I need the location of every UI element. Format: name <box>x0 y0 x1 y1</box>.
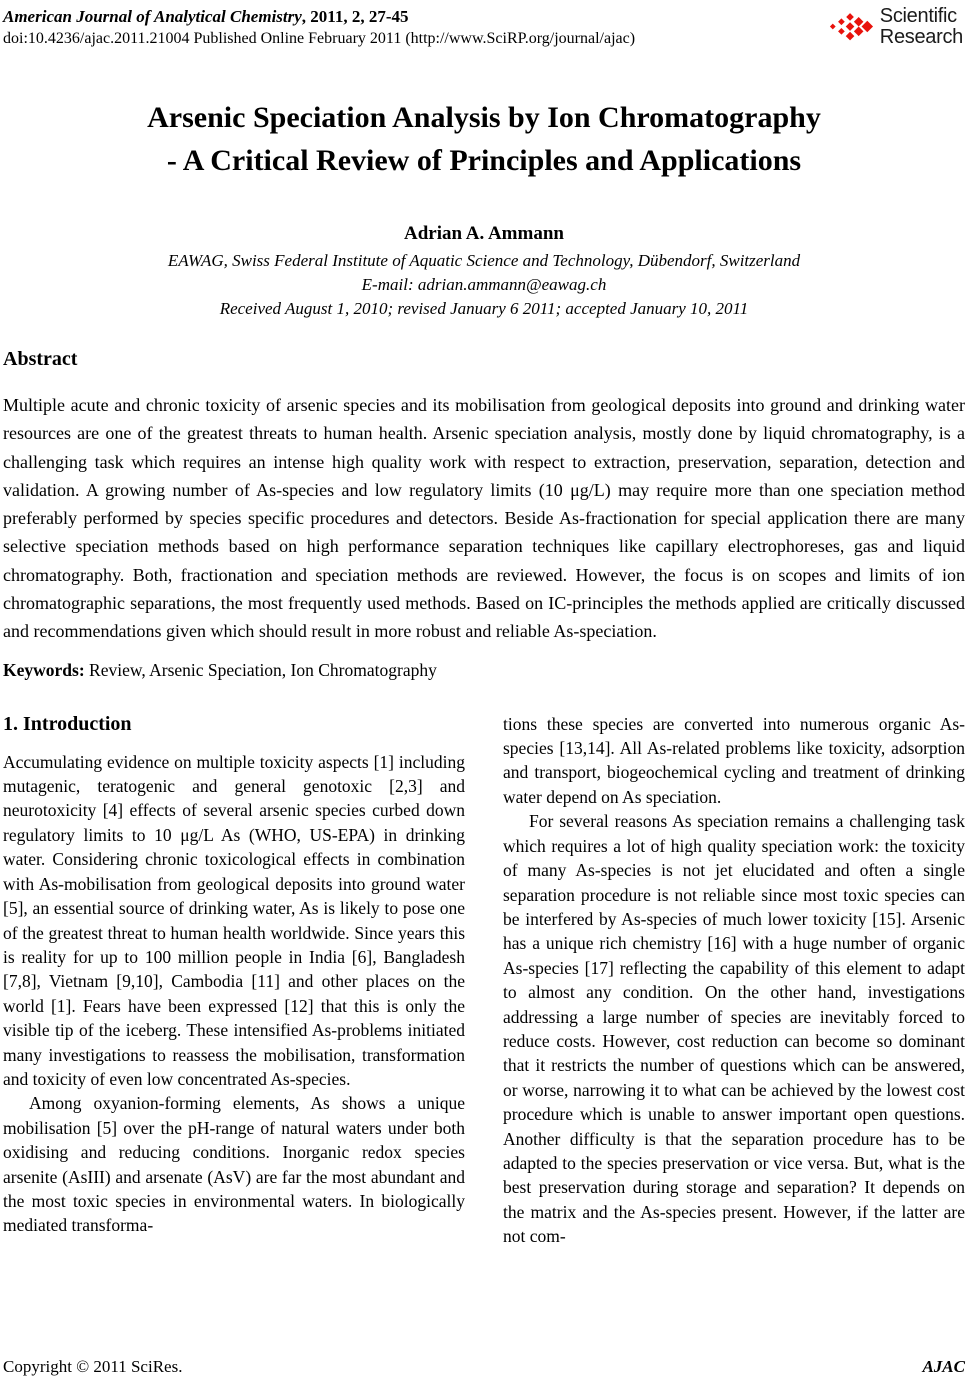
paper-title-line2: - A Critical Review of Principles and Applications <box>166 144 802 177</box>
scirp-diamonds-icon <box>828 11 874 43</box>
journal-issue-pages: , 2011, 2, 27-45 <box>301 7 409 26</box>
abstract-heading: Abstract <box>3 348 78 370</box>
section-heading-introduction: 1. Introduction <box>3 712 132 735</box>
intro-paragraph-2: Among oxyanion-forming elements, As shows a unique mobilisation [5] over the pH-range of natural waters under both oxidising and reducing conditions. Inorganic redox species arsenite (AsIII) and arsenate (AsV) are far the most abundant and the most toxic species in environmental waters. In biologically mediated transforma- <box>3 1093 465 1236</box>
journal-citation-line <box>3 6 965 28</box>
logo-text <box>880 6 963 48</box>
left-column <box>3 712 465 1249</box>
keywords-line <box>3 658 965 682</box>
author-details <box>3 249 965 321</box>
author-email: E-mail: adrian.ammann@eawag.ch <box>361 275 607 294</box>
paper-title <box>3 96 965 182</box>
footer-copyright: Copyright © 2011 SciRes. <box>3 1357 183 1376</box>
journal-name: American Journal of Analytical Chemistry <box>3 7 302 26</box>
intro-paragraph-1: Accumulating evidence on multiple toxicity aspects [1] including mutagenic, teratogenic and general genotoxic [2,3] and neurotoxicity [4] effects of several arsenic species curbed down regulatory limits to 10 μg/L As (WHO, US-EPA) in drinking water. Considering chronic toxicological effects in combination with As-mobilisation from geological deposits into ground water [5], an essential source of drinking water, As is likely to pose one of the greatest threat to human health worldwide. Since years this is reality for up to 100 million people in India [6], Bangladesh [7,8], Vietnam [9,10], Cambodia [11] and other places on the world [1]. Fears have been expressed [12] that this is only the visible tip of the iceberg. These intensified As-problems initiated many investigations to reassess the mobilisation, transformation and toxicity of even low concentrated As-species. <box>3 751 465 1089</box>
footer-journal-abbrev: AJAC <box>922 1357 965 1376</box>
intro-paragraph-3: tions these species are converted into numerous organic As-species [13,14]. All As-related problems like toxicity, adsorption and transport, biogeochemical cycling and treatment of drinking water depend on As speciation. <box>503 713 965 807</box>
page-header <box>3 6 965 50</box>
author-name: Adrian A. Ammann <box>404 223 564 244</box>
author-affiliation: EAWAG, Swiss Federal Institute of Aquatic Science and Technology, Dübendorf, Switzerland <box>167 251 801 270</box>
scientific-research-logo <box>828 6 963 48</box>
page-footer <box>3 1357 965 1377</box>
doi-line: doi:10.4236/ajac.2011.21004 Published Online February 2011 (http://www.SciRP.org/journal/ajac) <box>3 30 636 47</box>
paper-title-line1: Arsenic Speciation Analysis by Ion Chromatography <box>147 101 821 134</box>
keywords-text: Review, Arsenic Speciation, Ion Chromatography <box>84 659 437 680</box>
received-dates: Received August 1, 2010; revised January 6 2011; accepted January 10, 2011 <box>219 299 749 318</box>
logo-text-line1: Scientific <box>879 5 957 27</box>
body-columns <box>3 712 965 1249</box>
abstract-text: Multiple acute and chronic toxicity of arsenic species and its mobilisation from geological deposits into ground and drinking water resources are one of the greatest threats to human health. Arsenic speciation analysis, mostly done by liquid chromatography, is a challenging task which requires an intense high quality work with respect to extraction, preservation, separation, detection and validation. A growing number of As-species and low regulatory limits (10 μg/L) may require more than one speciation method preferably performed by species specific procedures and detectors. Beside As-fractionation for special application there are many selective speciation methods based on high performance separation techniques like capillary electrophoreses, gas and liquid chromatography. Both, fractionation and speciation methods are reviewed. However, the focus is on scopes and limits of ion chromatographic separations, the most frequently used methods. Based on IC-principles the methods applied are critically discussed and recommendations given which should result in more robust and reliable As-speciation. <box>3 395 965 642</box>
logo-text-line2: Research <box>879 26 963 48</box>
intro-paragraph-4: For several reasons As speciation remains a challenging task which requires a lot of high quality speciation work: the toxicity of many As-species is not jet elucidated and often a single separation procedure is not reliable since most toxic species can be interfered by As-species of much lower toxicity [15]. Arsenic has a unique rich chemistry [16] with a huge number of organic As-species [17] reflecting the capability of this element to adapt to almost any condition. On the other hand, investigations addressing a large number of species are inevitably forced to reduce costs. However, cost reduction can become so dominant that it restricts the number of questions which can be answered, or worse, narrowing it to what can be achieved by the lowest cost procedure which is unable to answer important open questions. Another difficulty is that the separation procedure has to be adapted to the species preservation or vice versa. But, what is the best preservation during storage and separation? It depends on the matrix and the As-species present. However, if the latter are not com- <box>503 811 965 1247</box>
right-column <box>503 712 965 1249</box>
keywords-label: Keywords: <box>3 659 85 680</box>
